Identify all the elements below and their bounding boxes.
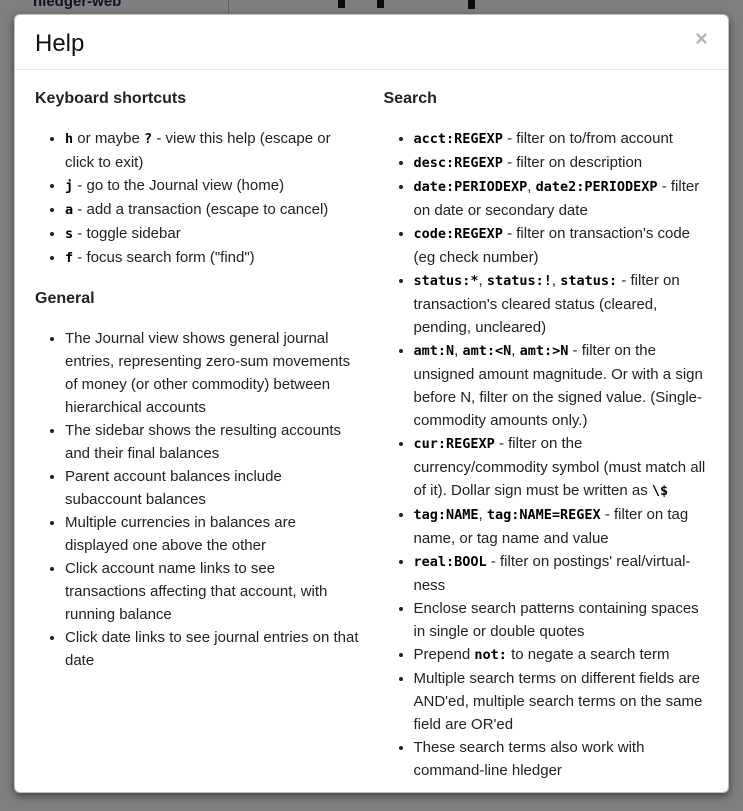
section-heading: Keyboard shortcuts bbox=[35, 90, 187, 107]
code-term: f bbox=[65, 250, 74, 266]
list-item bbox=[414, 151, 709, 175]
list-item bbox=[65, 246, 360, 270]
code-term: amt:<N bbox=[462, 343, 512, 359]
list-item bbox=[65, 626, 360, 672]
text-run: - add a transaction (escape to cancel) bbox=[73, 201, 329, 218]
code-term: status: bbox=[560, 273, 618, 289]
text-run: - filter on tag name, or tag name and value bbox=[413, 506, 689, 547]
code-term: \$ bbox=[651, 483, 669, 499]
code-term: acct:REGEXP bbox=[413, 131, 503, 147]
list-item bbox=[414, 643, 709, 667]
list-item bbox=[414, 597, 709, 643]
text-run: Prepend bbox=[413, 646, 475, 663]
list-item bbox=[65, 511, 360, 557]
text-run: These search terms also work with command-line hledger bbox=[413, 739, 645, 779]
help-modal bbox=[14, 14, 729, 793]
section-heading: Search bbox=[383, 90, 437, 107]
text-run: Parent account balances include subaccount balances bbox=[65, 468, 282, 508]
text-run: , bbox=[478, 506, 487, 523]
code-term: date:PERIODEXP bbox=[413, 179, 528, 195]
code-term: cur:REGEXP bbox=[413, 436, 495, 452]
text-run: - view this help (escape or click to exit) bbox=[65, 130, 331, 171]
text-run: , bbox=[511, 342, 520, 359]
text-run: Click date links to see journal entries on that date bbox=[65, 629, 359, 669]
list-item bbox=[65, 222, 360, 246]
modal-title: Help bbox=[35, 30, 85, 57]
text-run: , bbox=[551, 272, 561, 289]
list-item bbox=[65, 419, 360, 465]
list-item bbox=[414, 432, 709, 503]
modal-header bbox=[15, 15, 728, 70]
code-term: desc:REGEXP bbox=[413, 155, 503, 171]
code-term: status:* bbox=[413, 273, 479, 289]
list-item bbox=[65, 127, 360, 174]
text-run: Multiple search terms on different fields are AND'ed, multiple search terms on the same field are OR'ed bbox=[413, 670, 703, 733]
text-run: The Journal view shows general journal entries, representing zero-sum movements of money (or other commodity) between hierarchical accounts bbox=[65, 330, 351, 416]
code-term: amt:>N bbox=[519, 343, 569, 359]
list-item bbox=[414, 339, 709, 432]
list-item bbox=[65, 198, 360, 222]
list-item bbox=[414, 269, 709, 339]
code-term: a bbox=[65, 202, 74, 218]
list-item bbox=[65, 174, 360, 198]
code-term: not: bbox=[474, 647, 507, 663]
code-term: j bbox=[65, 178, 74, 194]
list-item bbox=[414, 667, 709, 736]
close-icon[interactable]: × bbox=[695, 26, 708, 51]
list-item bbox=[414, 736, 709, 782]
code-term: date2:PERIODEXP bbox=[535, 179, 658, 195]
text-run: - filter on the unsigned amount magnitude. Or with a sign before N, filter on the signed value. (Single-commodity amounts only.) bbox=[413, 342, 703, 429]
code-term: amt:N bbox=[413, 343, 455, 359]
text-run: to negate a search term bbox=[506, 646, 670, 663]
text-run: Multiple currencies in balances are displayed one above the other bbox=[65, 514, 296, 554]
help-column-right bbox=[372, 90, 709, 791]
text-run: - filter on date or secondary date bbox=[413, 178, 700, 219]
code-term: code:REGEXP bbox=[413, 226, 503, 242]
text-run: - filter on postings' real/virtual-ness bbox=[413, 553, 691, 594]
text-run: - filter on description bbox=[502, 154, 643, 171]
text-run: or maybe bbox=[73, 130, 145, 147]
text-run: The sidebar shows the resulting accounts and their final balances bbox=[65, 422, 341, 462]
text-run: , bbox=[478, 272, 487, 289]
text-run: , bbox=[454, 342, 463, 359]
modal-body bbox=[15, 70, 728, 793]
code-term: s bbox=[65, 226, 74, 242]
help-column-left bbox=[35, 90, 372, 791]
list-item bbox=[414, 503, 709, 550]
bullet-list bbox=[35, 127, 360, 270]
list-item bbox=[414, 222, 709, 269]
text-run: - focus search form ("find") bbox=[73, 249, 255, 266]
text-run: Click account name links to see transactions affecting that account, with running balance bbox=[65, 560, 328, 623]
code-term: tag:NAME bbox=[413, 507, 479, 523]
text-run: - filter on to/from account bbox=[502, 130, 673, 147]
code-term: status:! bbox=[486, 273, 552, 289]
code-term: ? bbox=[144, 131, 153, 147]
text-run: - filter on transaction's cleared status (cleared, pending, uncleared) bbox=[413, 272, 680, 336]
text-run: - filter on the currency/commodity symbol (must match all of it). Dollar sign must be written as bbox=[413, 435, 706, 499]
list-item bbox=[414, 550, 709, 597]
text-run: Enclose search patterns containing spaces in single or double quotes bbox=[413, 600, 699, 640]
list-item bbox=[414, 175, 709, 222]
text-run: - go to the Journal view (home) bbox=[73, 177, 285, 194]
code-term: real:BOOL bbox=[413, 554, 487, 570]
bullet-list bbox=[384, 127, 709, 782]
section-heading: General bbox=[35, 290, 95, 307]
code-term: tag:NAME=REGEX bbox=[486, 507, 601, 523]
list-item bbox=[65, 327, 360, 419]
code-term: h bbox=[65, 131, 74, 147]
text-run: - filter on transaction's code (eg check number) bbox=[413, 225, 691, 266]
list-item bbox=[65, 465, 360, 511]
list-item bbox=[65, 557, 360, 626]
bullet-list bbox=[35, 327, 360, 672]
list-item bbox=[414, 127, 709, 151]
text-run: - toggle sidebar bbox=[73, 225, 181, 242]
text-run: , bbox=[527, 178, 536, 195]
